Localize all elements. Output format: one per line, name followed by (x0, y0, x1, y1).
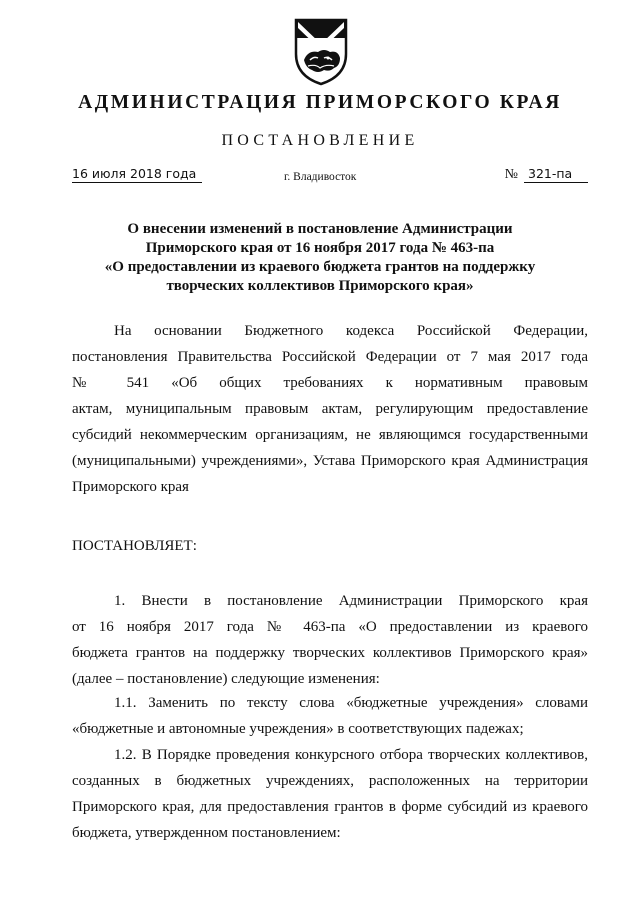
text-line: Приморского края, для предоставления грантов в форме субсидий из краевого (72, 799, 588, 815)
subject-line: творческих коллективов Приморского края» (166, 278, 474, 294)
subject-line: «О предоставлении из краевого бюджета грантов на поддержку (104, 259, 536, 275)
text-line: 1.2. В Порядке проведения конкурсного отбора творческих коллективов, (114, 747, 588, 763)
text-line: постановления Правительства Российской Федерации от 7 мая 2017 года (72, 349, 588, 365)
text-line: 1. Внести в постановление Администрации Приморского края (114, 593, 588, 609)
document-number-block (505, 166, 588, 183)
text-line: субсидий некоммерческим организациям, не являющимся государственными (72, 427, 588, 443)
subject-line: О внесении изменений в постановление Администрации (127, 221, 513, 237)
preamble-paragraph (72, 318, 588, 500)
point-1-2-paragraph (72, 742, 588, 846)
text-line: созданных в бюджетных учреждениях, расположенных на территории (72, 773, 588, 789)
text-line: 1.1. Заменить по тексту слова «бюджетные учреждения» словами (114, 695, 588, 711)
document-meta-row (72, 166, 588, 188)
document-subject (70, 220, 570, 296)
text-line: бюджета грантов на поддержку творческих коллективов Приморского края» (72, 645, 588, 661)
point-1-paragraph (72, 588, 588, 692)
text-line: На основании Бюджетного кодекса Российской Федерации, (114, 323, 588, 339)
document-type: ПОСТАНОВЛЕНИЕ (221, 132, 419, 149)
document-city: г. Владивосток (284, 171, 357, 183)
subject-line: Приморского края от 16 ноября 2017 года № 463-па (145, 240, 495, 256)
point-1-1-paragraph (72, 690, 588, 742)
text-line: № 541 «Об общих требованиях к нормативным правовым (72, 375, 588, 391)
document-date: 16 июля 2018 года (72, 166, 202, 183)
text-line: (далее – постановление) следующие изменения: (72, 671, 380, 687)
resolve-word: ПОСТАНОВЛЯЕТ: (72, 538, 197, 554)
text-line: от 16 ноября 2017 года № 463-па «О предоставлении из краевого (72, 619, 588, 635)
text-line: (муниципальными) учреждениями», Устава Приморского края Администрация (72, 453, 588, 469)
text-line: Приморского края (72, 479, 189, 495)
primorsky-krai-coat-of-arms-icon (290, 14, 352, 88)
text-line: актам, муниципальным правовым актам, регулирующим предоставление (72, 401, 588, 417)
organization-title: АДМИНИСТРАЦИЯ ПРИМОРСКОГО КРАЯ (78, 92, 562, 113)
number-sign: № (504, 167, 518, 182)
document-number: 321-па (524, 166, 588, 183)
text-line: «бюджетные и автономные учреждения» в соответствующих падежах; (72, 721, 524, 737)
text-line: бюджета, утвержденном постановлением: (72, 825, 341, 841)
